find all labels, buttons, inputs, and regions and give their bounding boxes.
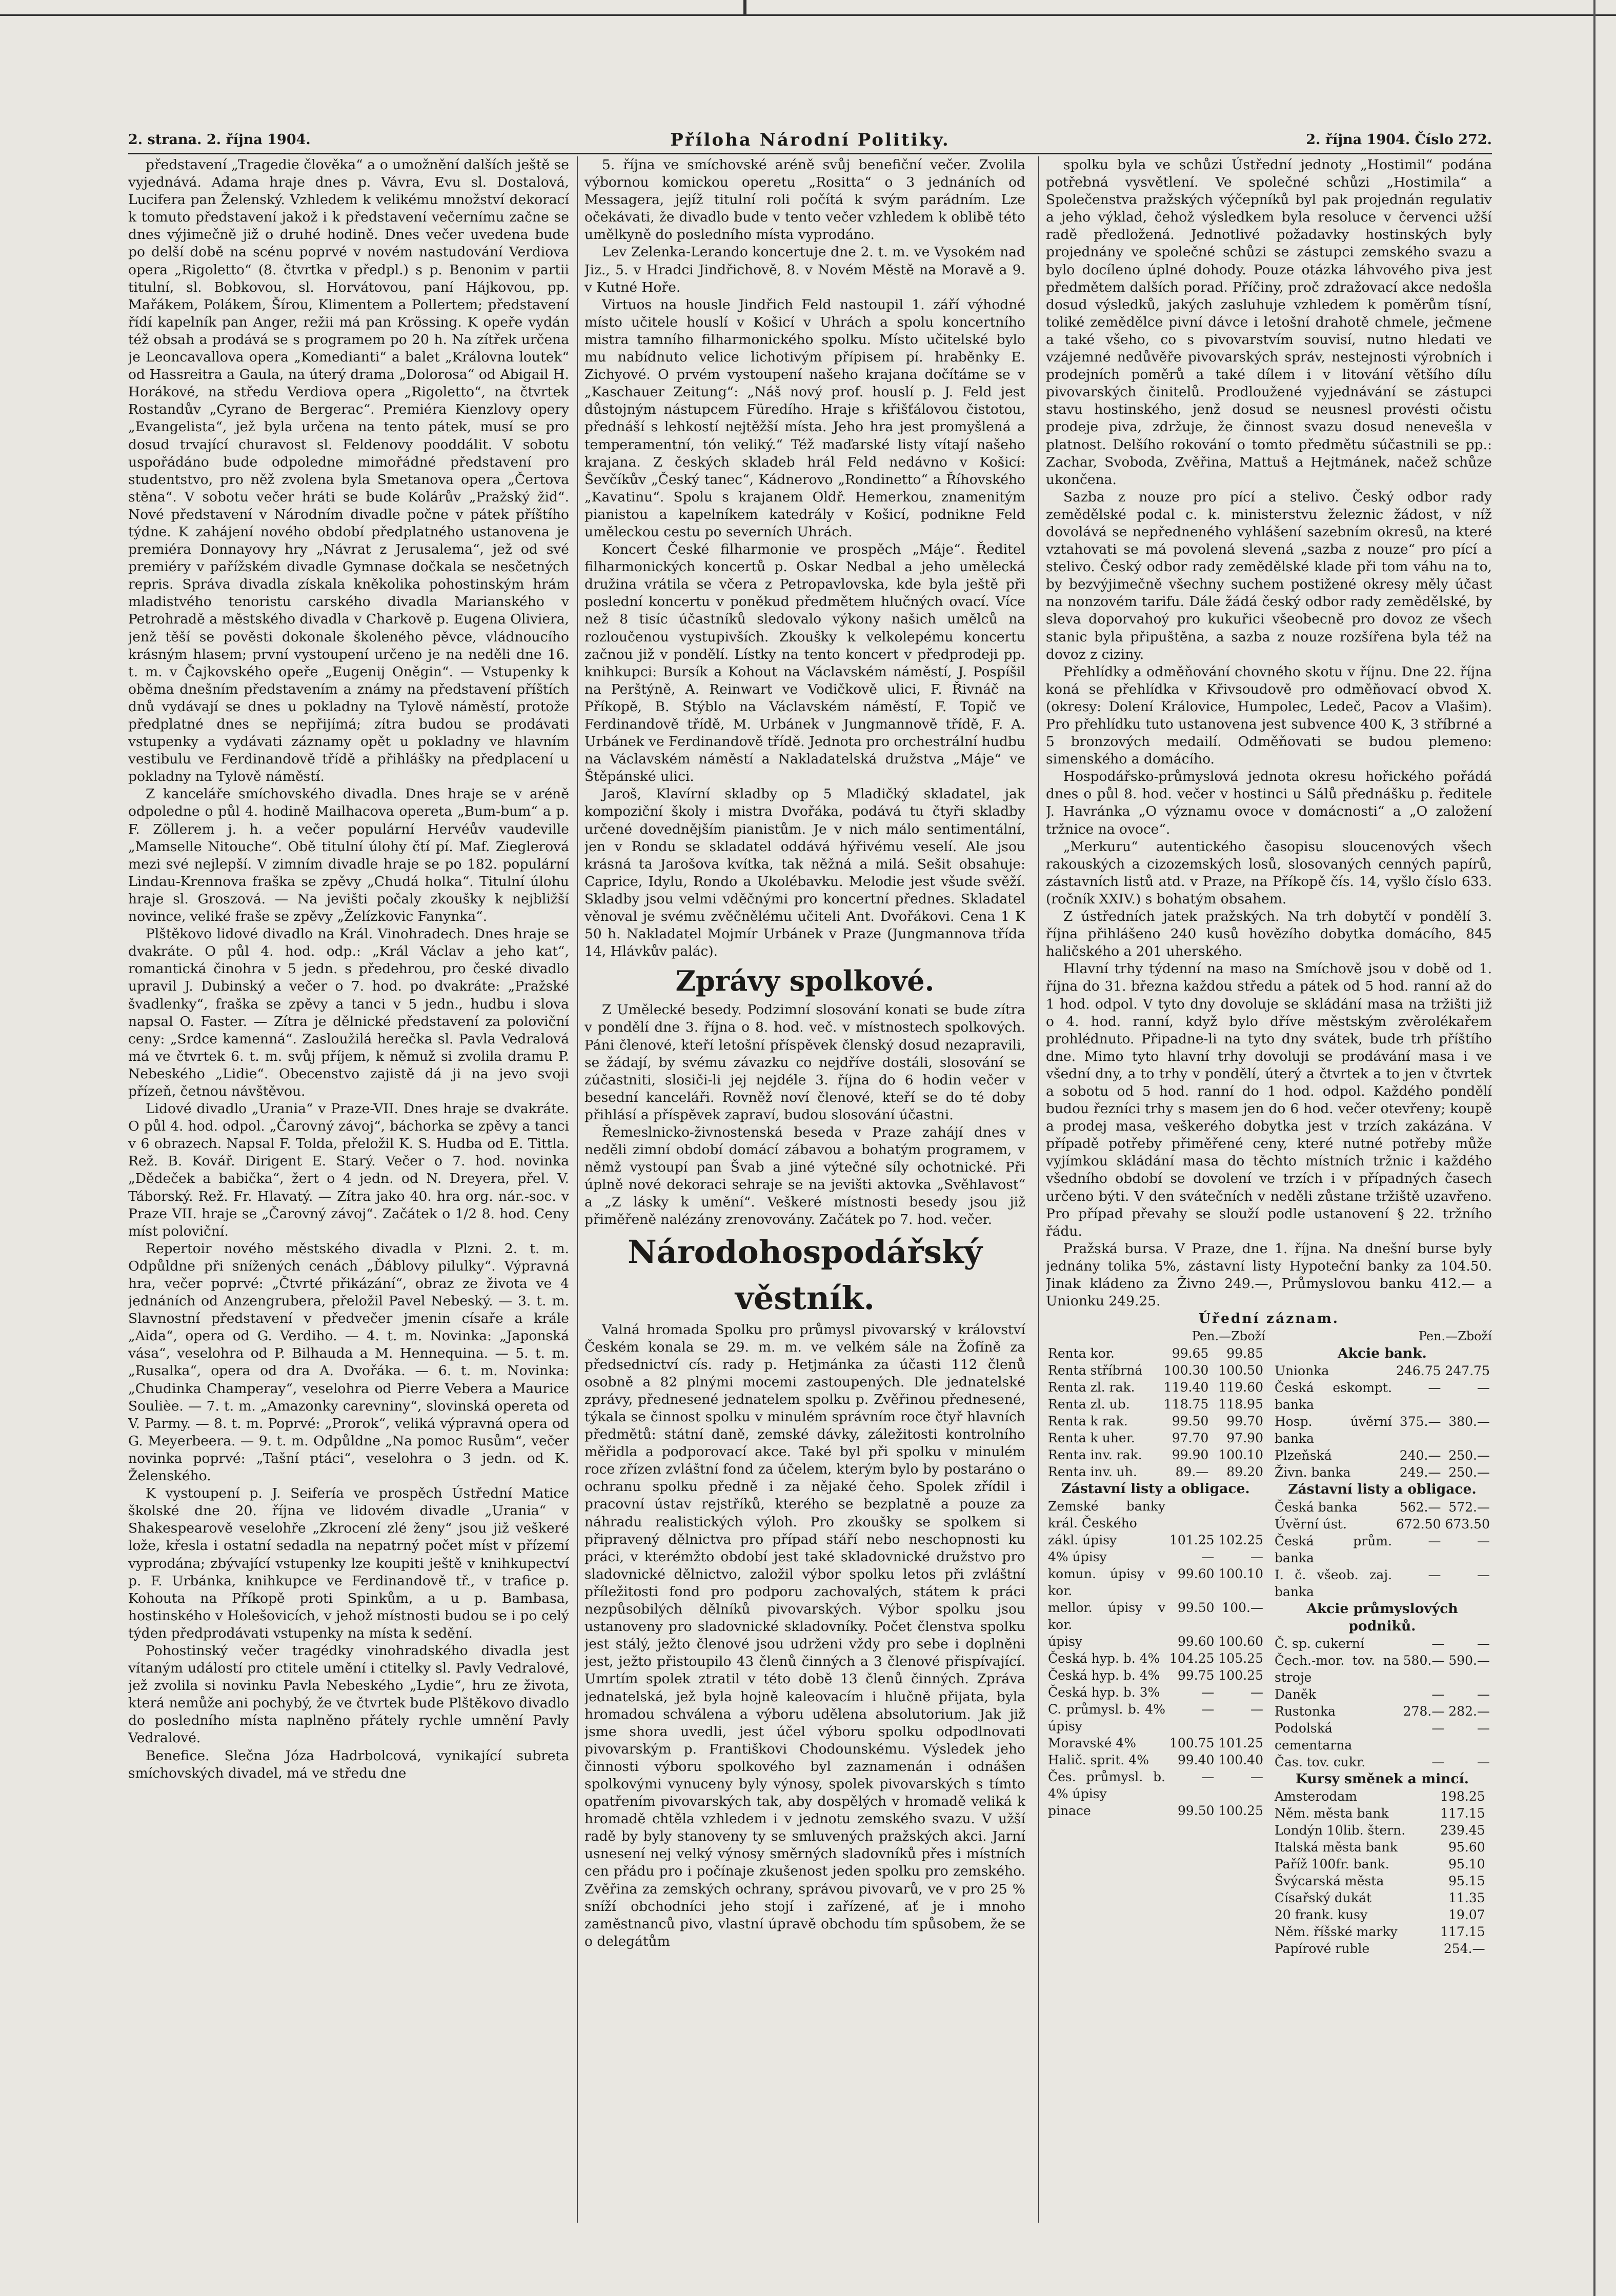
rate-value: — xyxy=(1201,1685,1215,1700)
article: Pražská bursa. V Praze, dne 1. října. Na dnešní burse byly jednány tolika 5%, zástavní listy Hypoteční banky za 104.50. Jinak kládeno za Živno 249.—, Průmyslovou banku 412.— a Unionku 249.25. xyxy=(1046,1240,1492,1310)
rate-value: 375.— xyxy=(1399,1414,1441,1429)
rates-block xyxy=(1046,1327,1492,1957)
article: Koncert České filharmonie ve prospěch „Máje“. Ředitel filharmonických koncertů p. Oskar Nedbal a jeho umělecká družina vrátila se včera z Petropavlovska, kde byla ještě při poslední koncertu v poněkud předmětem hlučných ovací. Více než 8 tisíc účastníků sledovalo výkony našich umělců na rozloučenou vystupivších. Zkoušky k velkolepému koncertu začnou již v pondělí. Lístky na tento koncert v předprodeji pp. knihkupci: Bursík a Kohout na Václavském náměstí, J. Pospíšil na Perštýně, A. Reinwart ve Vodičkově ulici, F. Řivnáč na Příkopě, B. Stýblo na Václavském náměstí, F. Topič ve Ferdinandově třídě, M. Urbánek v Jungmannově třídě, F. A. Urbánek ve Ferdinandově třídě. Jednota pro orchestrální hudbu na Václavském náměstí a Nakladatelská družstva „Máje“ ve Štěpánské ulici. xyxy=(584,541,1025,785)
rate-value: 250.— xyxy=(1448,1448,1490,1463)
rate-value: — xyxy=(1477,1636,1490,1651)
rate-value: — xyxy=(1428,1533,1441,1548)
rates-head xyxy=(1046,1327,1265,1345)
rate-row xyxy=(1272,1516,1492,1533)
rate-label: Renta k rak. xyxy=(1048,1414,1128,1429)
rate-label: Něm. říšské marky xyxy=(1275,1924,1398,1939)
rate-label: Čas. tov. cukr. xyxy=(1275,1754,1366,1769)
rate-value xyxy=(1487,1889,1492,1906)
article: Jaroš, Klavírní skladby op 5 Mladičký skladatel, jak kompoziční školy i mistra Dvořáka, podává tu čtyři skladby určené dovednějším pianistům. Je v nich málo sentimentální, jen v Rondu se skladatel oddává hýřivému veselí. Ale jsou krásná ta Jarošova kvítka, tak něžná a milá. Sešit obsahuje: Caprice, Idylu, Rondo a Ukolébavku. Melodie jest všude svěží. Skladby jsou velmi vděčnými pro koncertní přednes. Skladatel věnoval je svému zvěčnělému učiteli Ant. Dvořákovi. Cena 1 K 50 h. Nakladatel Mojmír Urbánek v Praze (Jungmannova třída 14, Hlávkův palác). xyxy=(584,786,1025,960)
section-heading: Národohospodářský věstník. xyxy=(628,1233,982,1317)
article: K vystoupení p. J. Seifería ve prospěch Ústřední Matice školské dne 20. října ve lidovém divadle „Urania“ v Shakespearově veselohře „Zkrocení zlé ženy“ jsou již veškeré lože, křesla i ostatní sedadla na nepatrný počet míst v přízemí vyprodána; zbývající vstupenky lze koupiti ještě v knihkupectví p. F. Urbánka, knihkupce ve Ferdinandově tř., v trafice p. Kohouta na Příkopě proti Spinkům, a u p. Bambasa, hostinského v Holešovicích, v jehož místnosti budou se i po celý týden předprodávati vstupenky na místa k sedění. xyxy=(128,1485,569,1641)
rate-value: 198.25 xyxy=(1440,1788,1485,1804)
article: Plštěkovo lidové divadlo na Král. Vinohradech. Dnes hraje se dvakráte. O půl 4. hod. odp.: „Král Václav a jeho kat“, romantická činohra v 5 jedn. s předehrou, pro české divadlo upravil J. Dubinský a večer o 7. hod. po dvakráte: „Pražské švadlenky“, fraška se zpěvy a tanci v 5 jedn., hudbu i slova napsal O. Faster. — Zítra je dělnické představení za poloviční ceny: „Srdce kamenná“. Zasloužilá herečka sl. Pavla Vedralová má ve čtvrtek 6. t. m. svůj příjem, k němuž si zvolila dramu P. Nebeského „Lidie“. Obecenstvo zajistě dá ji na jevo svoji přízeň, četnou návštěvou. xyxy=(128,926,569,1099)
article: „Merkuru“ autentického časopisu sloucenových všech rakouských a cizozemských losů, slosovaných cenných papírů, zástavních listů atd. v Praze, na Příkopě čís. 14, vyšlo číslo 633. (ročník XXIV.) s bohatým obsahem. xyxy=(1046,838,1492,907)
rates-section-title: Zástavní listy a obligace. xyxy=(1288,1481,1477,1498)
article: Virtuos na housle Jindřich Feld nastoupil 1. září výhodné místo učitele houslí v Košicí v Uhrách a spolu koncertního mistra tamního filharmonického spolku. Místo učitelské bylo mu nabídnuto velice lichotivým přípisem pí. hraběnky E. Zichyové. O prvém vystoupení našeho krajana dočítáme se v „Kaschauer Zeitung“: „Náš nový prof. houslí p. J. Feld jest důstojným nástupcem Füredího. Hraje s křišťálovou čistotou, přednáší s lehkostí nejtěžší místa. Jeho hra jest promyšlená a temperamentní, tón veliký.“ Též maďarské listy vítají našeho krajana. Z českých skladeb hrál Feld nedávno v Košicí: Ševčíkův „Český tanec“, Kádnerovo „Rondinetto“ a Říhovského „Kavatinu“. Spolu s krajanem Oldř. Hemerkou, znamenitým pianistou a kapelníkem katedrály v Košicí, podnikne Feld uměleckou cestu po severních Uhrách. xyxy=(584,296,1025,540)
rates-table xyxy=(1272,1635,1492,1770)
rates-left xyxy=(1046,1327,1265,1957)
rate-label: Hosp. úvěrní banka xyxy=(1275,1414,1392,1446)
rate-value: 11.35 xyxy=(1448,1890,1485,1905)
rate-value: 101.25 xyxy=(1218,1736,1263,1751)
rate-label: I. č. všeob. zaj. banka xyxy=(1275,1567,1392,1599)
rates-section-title: Akcie bank. xyxy=(1338,1345,1427,1362)
rate-label: Renta k uher. xyxy=(1048,1431,1135,1446)
rate-value: 100.50 xyxy=(1218,1363,1263,1378)
rates-section-title: Kursy směnek a mincí. xyxy=(1296,1770,1469,1787)
rate-label: pinace xyxy=(1048,1803,1091,1819)
rate-value: 100.60 xyxy=(1218,1634,1263,1649)
rates-table xyxy=(1046,1345,1265,1480)
rate-value: 246.75 xyxy=(1396,1363,1441,1379)
rate-value: 100.40 xyxy=(1218,1753,1263,1768)
rate-row xyxy=(1272,1889,1492,1906)
rate-label: Česká hyp. b. 3% xyxy=(1048,1685,1160,1700)
article: Z kanceláře smíchovského divadla. Dnes hraje se v aréně odpoledne o půl 4. hodině Mailhacova opereta „Bum-bum“ a p. F. Zöllerem j. h. a večer populární Hervéův vaudeville „Mamselle Nitouche“. Obě titulní úlohy čtí pí. Maf. Zieglerová mezi své nejlepší. V zimním divadle hraje se po 182. populární Lindau-Krennova fraška se zpěvy „Chudá holka“. Titulní úlohu hraje sl. Groszová. — Na jevišti počaly zkoušky k nejbližší novince, veliké fraše se zpěvy „Želízkovic Fanynka“. xyxy=(128,786,569,925)
rate-row xyxy=(1272,1940,1492,1957)
rate-row xyxy=(1272,1686,1492,1703)
rate-value: — xyxy=(1201,1702,1215,1717)
rate-value: — xyxy=(1201,1549,1215,1565)
rate-row xyxy=(1272,1413,1492,1447)
rates-section-title: Zástavní listy a obligace. xyxy=(1061,1481,1250,1497)
rate-label: Česká hyp. b. 4% xyxy=(1048,1651,1160,1666)
rate-label: Renta stříbrná xyxy=(1048,1363,1143,1378)
rate-value: 100.10 xyxy=(1218,1447,1263,1463)
rate-row xyxy=(1272,1754,1492,1770)
rate-value: 97.70 xyxy=(1171,1431,1209,1446)
rate-row xyxy=(1046,1532,1265,1548)
rates-table xyxy=(1046,1498,1265,1819)
rate-row xyxy=(1272,1464,1492,1481)
rate-label: Česká prům. banka xyxy=(1275,1533,1392,1565)
rate-label: Daněk xyxy=(1275,1686,1316,1702)
rate-value xyxy=(1487,1788,1492,1805)
rate-value: — xyxy=(1431,1754,1445,1769)
rate-value: 247.75 xyxy=(1445,1363,1490,1379)
rate-row xyxy=(1272,1822,1492,1839)
rate-row xyxy=(1046,1667,1265,1684)
rate-row xyxy=(1046,1633,1265,1650)
rate-value xyxy=(1487,1839,1492,1856)
article: Hlavní trhy týdenní na maso na Smíchově jsou v době od 1. října do 31. března každou středu a pátek od 5 hod. ranní až do 1 hod. odpol. V tyto dny dovoluje se skládání masa na tržišti již o 4. hod. ranní, když bylo dříve městským zvěrolékařem prohlédnuto. Připadne-li na tyto dny svátek, bude trh příštího dne. Mimo tyto hlavní trhy dovoluji se prodávání masa i ve všední dny, a to trhy v pondělí, úterý a čtvrtek a to jen v čtvrtek a sobotu od 5 hod. ranní do 1 hod. odpol. Každého pondělí budou řezníci trhy s masem jen do 6 hod. večer otevřeny; koupě a prodej masa, veškerého dobytka jest v trzích zakázána. V případě potřeby přiměřené ceny, které nutné potřeby může vyjímkou skládání masa do těchto místních tržnic i každého všedního období se dovolení ve trzích i v případných časech určeno býti. V den svátečních v neděli zůstane tržiště uzavřeno. Pro případ převahy se slouží podle ustanovení § 22. tržního řádu. xyxy=(1046,961,1492,1239)
rate-value: 100.25 xyxy=(1218,1668,1263,1683)
rate-value: 278.— xyxy=(1403,1703,1445,1719)
rate-label: Rustonka xyxy=(1275,1703,1336,1719)
rate-value: 97.90 xyxy=(1226,1431,1263,1446)
rate-label: komun. úpisy v kor. xyxy=(1048,1566,1166,1599)
rate-value: 100.25 xyxy=(1218,1803,1263,1819)
rate-value: 102.25 xyxy=(1218,1533,1263,1548)
rate-label: Česká banka xyxy=(1275,1499,1358,1515)
rate-label: Úvěrní úst. xyxy=(1275,1516,1347,1532)
rate-value xyxy=(1487,1822,1492,1839)
rate-value: 590.— xyxy=(1448,1653,1490,1668)
rate-value: 580.— xyxy=(1403,1653,1445,1668)
rates-right xyxy=(1272,1327,1492,1957)
rate-value xyxy=(1487,1923,1492,1940)
article: spolku byla ve schůzi Ústřední jednoty „Hostimil“ podána potřebná vysvětlení. Ve společné schůzi „Hostimila“ a Společenstva pražských výčepníků byl pak projednán regulativ a jeho výklad, čehož výsledkem byla resoluce v červenci užší radě předložená. Jednotlivé požadavky hostinských byly projednány ve společné schůzi se zástupci zemského svazu a bylo docíleno úplné dohody. Pouze otázka láhvového piva jest předmětem dalších porad. Příčiny, proč zdražovací akce nedošla dosud výsledků, jakých zasluhuje vzhledem k poměrům tísní, toliké zemědělce pivní dávce i letošní drahotě chmele, ječmene a také všeho, co s pivovarstvím souvisí, nutno hledati ve vzájemné nedůvěře pivovarských správ, nestejnosti výrobních i prodejních poměrů a také dílem i v litování většího dílu pivovarských činitelů. Prodloužené vyjednávání se zástupci stavu hostinského, jenž dosud se neusnesl provésti očistu prodeje piva, zdržuje, že činnost svazu dosud nenevešla v platnost. Delšího rokování o tomto předmětu súčastnili se pp.: Zachar, Svoboda, Zvěřina, Mattuš a Hejtmánek, načež schůze ukončena. xyxy=(1046,157,1492,488)
rate-value: 282.— xyxy=(1448,1703,1490,1719)
rate-row xyxy=(1272,1447,1492,1464)
article: představení „Tragedie člověka“ a o umožnění dalších ještě se vyjednává. Adama hraje dnes p. Vávra, Evu sl. Dostalová, Lucifera pan Želenský. Vzhledem k velikému množství dekorací k tomuto představení jakož i k představení večernímu začne se dnes výjimečně již o druhé hodině. Dnes večer uvedena bude po delší době na scénu poprvé v novém nastudování Verdiova opera „Rigoletto“ (8. čtvrtka v předpl.) s p. Benonim v partii titulní, sl. Bobkovou, sl. Horvátovou, paní Hájkovou, pp. Mařákem, Polákem, Šírou, Klimentem a Pollertem; představení řídí kapelník pan Anger, režii má pan Krössing. K opeře vydán též obsah a prodává se s programem po 20 h. Na zítřek určena je Leoncavallova opera „Komedianti“ a balet „Královna loutek“ od Hassreitra a Gaula, na úterý drama „Dolorosa“ od Abigail H. Horákové, na středu Verdiova opera „Rigoletto“, na čtvrtek Rostandův „Cyrano de Bergerac“. Premiéra Kienzlovy opery „Evangelista“, jež byla určena na tento pátek, musí se pro dosud trvající churavost sl. Feldenovy pooddálit. V sobotu uspořádáno bude odpoledne mimořádné představení pro studentstvo, pro něž zvolena byla Smetanova opera „Čertova stěna“. V sobotu večer hráti se bude Kolárův „Pražský žid“. Nové představení v Národním divadle počne v pátek příštího týdne. K zahájení nového období předplatného ustanovena je premiéra Donnayovy hry „Návrat z Jerusalema“, jež od své premiéry v pařížském divadle Gymnase dočkala se nesčetných repris. Správa divadla získala kněkolika pohostinským hrám mladistvého tenoristu carského divadla Marianského v Petrohradě a městského divadla v Charkově p. Eugena Oliviera, jenž těší se pověsti dokonale školeného pěvce, vládnoucího krásným hlasem; první vystoupení určeno je na neděli dne 16. t. m. v Čajkovského opeře „Eugenij Oněgin“. — Vstupenky k oběma dnešním představením a známy na představení příštích dnů vydávají se dnes u pokladny na Tylově náměstí, protože předplatné dnes se nepřijímá; zítra budou se prodávati vstupenky a vydávati záznamy opět u pokladny ve hlavním vestibulu ve Ferdinandově třídě a přihlášky na předplacení u pokladny na Tylově náměstí. xyxy=(128,157,569,785)
rate-value: — xyxy=(1477,1754,1490,1769)
rate-value xyxy=(1487,1940,1492,1957)
rate-row xyxy=(1272,1533,1492,1566)
rates-head xyxy=(1272,1327,1492,1345)
rate-label: mellor. úpisy v kor. xyxy=(1048,1600,1166,1633)
rate-row xyxy=(1046,1565,1265,1599)
rate-label: 20 frank. kusy xyxy=(1275,1907,1368,1922)
rates-table xyxy=(1272,1788,1492,1957)
rate-label: Italská města bank xyxy=(1275,1839,1398,1855)
rate-value: 118.95 xyxy=(1218,1397,1263,1412)
rate-label: Papírové ruble xyxy=(1275,1941,1370,1956)
rate-value: 89.20 xyxy=(1226,1464,1263,1480)
rate-value: 572.— xyxy=(1448,1499,1490,1515)
column-2 xyxy=(584,156,1025,2259)
rate-value xyxy=(1217,1498,1265,1532)
page-edge xyxy=(1593,0,1595,2296)
rate-row xyxy=(1046,1413,1265,1429)
rate-value: — xyxy=(1431,1720,1445,1736)
article: Řemeslnicko-živnostenská beseda v Praze zahájí dnes v neděli zimní období domácí zábavou a bohatým programem, v němž vystoupí pan Švab a jiné výtečné síly ochotnické. Při úplně nové dekoraci sehraje se na jevišti aktovka „Svěhlavost“ a „Z lásky k umění“. Veškeré místnosti besedy jsou již přiměřeně nalézány zrenovovány. Začátek po 7. hod. večer. xyxy=(584,1124,1025,1228)
rate-row xyxy=(1046,1379,1265,1396)
rate-row xyxy=(1046,1429,1265,1446)
rate-value: 99.60 xyxy=(1177,1566,1215,1582)
rate-value: — xyxy=(1428,1567,1441,1582)
rate-row xyxy=(1272,1839,1492,1856)
rate-value: — xyxy=(1477,1567,1490,1582)
rate-label: Renta inv. rak. xyxy=(1048,1447,1142,1463)
rate-label: Č. sp. cukerní xyxy=(1275,1636,1364,1651)
rate-value: 240.— xyxy=(1399,1448,1441,1463)
article: Pohostinský večer tragédky vinohradského divadla jest vítaným událostí pro ctitele umění i ctitelky sl. Pavly Vedralové, jež zvolila si novinku Pavla Nebeského „Lydie“, hru ze života, která nemůže ani pochybý, že ve čtvrtek bude Plštěkovo divadlo do posledního místa naplněno přátely rychle umnění Pavly Vedralové. xyxy=(128,1642,569,1746)
rate-row xyxy=(1046,1463,1265,1480)
rates-head-label: Pen.—Zboží xyxy=(1418,1329,1492,1344)
rate-value: 105.25 xyxy=(1218,1651,1263,1666)
rate-row xyxy=(1272,1703,1492,1720)
rate-label: Plzeňská xyxy=(1275,1448,1332,1463)
rate-label: Moravské 4% xyxy=(1048,1736,1137,1751)
rate-value: 117.15 xyxy=(1440,1924,1485,1939)
rate-label: Živn. banka xyxy=(1275,1465,1351,1480)
rate-row xyxy=(1046,1548,1265,1565)
rate-row xyxy=(1046,1684,1265,1701)
rate-value: 249.— xyxy=(1399,1465,1441,1480)
article: Lev Zelenka-Lerando koncertuje dne 2. t. m. ve Vysokém nad Jiz., 5. v Hradci Jindřichově, 8. v Novém Městě na Moravě a 9. v Kutné Hoře. xyxy=(584,244,1025,295)
rate-label: Renta zl. rak. xyxy=(1048,1380,1135,1395)
article: Z ústředních jatek pražských. Na trh dobytčí v pondělí 3. října přihlášeno 240 kusů hovězího dobytka domácího, 845 haličského a 201 uherského. xyxy=(1046,909,1492,960)
rate-value: 118.75 xyxy=(1163,1397,1209,1412)
rate-row xyxy=(1272,1805,1492,1822)
article: Přehlídky a odměňování chovného skotu v říjnu. Dne 22. října koná se přehlídka v Křivsoudově pro odměňovací obvod X. (okresy: Dolení Královice, Humpolec, Ledeč, Pacov a Vlašim). Pro přehlídku tuto ustanovena jest subvence 400 K, 3 stříbrné a 5 bronzových medailí. Odměňovati se budou plemeno: simenského a domácího. xyxy=(1046,663,1492,768)
rate-value: 99.85 xyxy=(1226,1346,1263,1361)
rate-value: 99.70 xyxy=(1226,1414,1263,1429)
column-divider xyxy=(1038,156,1039,2223)
rate-row xyxy=(1046,1345,1265,1362)
rate-value: 254.— xyxy=(1443,1941,1485,1956)
header-left: 2. strana. 2. října 1904. xyxy=(128,132,311,148)
rate-value xyxy=(1487,1906,1492,1923)
rate-value: — xyxy=(1201,1769,1215,1785)
rates-table xyxy=(1272,1362,1492,1481)
rate-value: 673.50 xyxy=(1445,1516,1490,1532)
rate-row xyxy=(1272,1720,1492,1754)
rate-value xyxy=(1487,1856,1492,1872)
rate-value: — xyxy=(1477,1720,1490,1736)
rate-row xyxy=(1272,1856,1492,1872)
column-3 xyxy=(1046,156,1492,2259)
article: 5. října ve smíchovské aréně svůj benefiční večer. Zvolila výbornou komickou operetu „Rositta“ o 3 jednáních od Messagera, jejíž titulní roli počítá k svým parádním. Lze očekávati, že divadlo bude v tento večer vzhledem k oblibě této umělkyně do posledního místa vyprodáno. xyxy=(584,157,1025,243)
rate-value: 101.25 xyxy=(1169,1533,1215,1548)
rate-row xyxy=(1046,1498,1265,1532)
rate-value: — xyxy=(1431,1686,1445,1702)
rate-label: zákl. úpisy xyxy=(1048,1533,1117,1548)
header-right: 2. října 1904. Číslo 272. xyxy=(1306,132,1492,148)
top-border xyxy=(0,14,1616,16)
rate-value: 117.15 xyxy=(1440,1805,1485,1821)
rate-row xyxy=(1046,1768,1265,1802)
rate-value: 104.25 xyxy=(1169,1651,1215,1666)
rate-row xyxy=(1272,1906,1492,1923)
rate-row xyxy=(1046,1396,1265,1413)
rate-label: Zemské banky král. Českého xyxy=(1048,1499,1166,1531)
rate-value: 95.10 xyxy=(1448,1856,1485,1871)
rate-value: 99.50 xyxy=(1171,1414,1209,1429)
article: Repertoir nového městského divadla v Plzni. 2. t. m. Odpůldne při snížených cenách „Ďáblovy pilulky“. Výpravná hra, večer poprvé: „Čtvrté přikázání“, obraz ze života ve 4 jednáních od Anzengrubera, přeložil Pavel Nebeský. — 3. t. m. Slavnostní představení v předvečer jmenin císaře a krále „Aida“, opera od G. Verdiho. — 4. t. m. Novinka: „Japonská vása“, veselohra od P. Bilhauda a M. Hennequina. — 5. t. m. „Rusalka“, opera od dra A. Dvořáka. — 6. t. m. Novinka: „Chudinka Champeray“, veselohra od Pierre Vebera a Maurice Soulièe. — 7. t. m. „Amazonky carevniny“, slovinská opereta od V. Parmy. — 8. t. m. Poprvé: „Prorok“, veliká výpravná opera od G. Meyerbeera. — 9. t. m. Odpůldne „Na pomoc Rusům“, večer novinka poprvé: „Tašní ptáci“, veselohra o 3 jedn. od K. Želenského. xyxy=(128,1240,569,1484)
top-border-mark xyxy=(743,0,746,15)
rate-value: 99.90 xyxy=(1171,1447,1209,1463)
rate-label: C. průmysl. b. 4% úpisy xyxy=(1048,1702,1166,1734)
rate-label: Švýcarská města xyxy=(1275,1873,1384,1888)
article: Valná hromada Spolku pro průmysl pivovarský v království Českém konala se 29. m. m. ve velkém sále na Žofíně za předsednictví cís. rady p. Hetjmánka za účasti 112 členů osobně a 82 plnými mocemi zastoupených. Dle jednatelské zprávy, přednesené jednatelem spolku p. Zvěřinou přednesené, týkala se činnost spolku v minulém správním roce čtyř hlavních předmětů: státní daně, zemské dávky, záležitosti kontrolního měřidla a podporovací akce. Také byl při spolku v minulém roce zřízen zvláštní fond za účelem, kterým bylo by postaráno o ochranu spolku předně i za nějaké čeho. Spolek zřídil i pracovní ústav rejstříků, kterého se bezplatně a pouze za náhradu realistických výloh. Pro zkoušky se spolkem si připravený dělnictva pro případ stáří nebo neschopnosti ku práci, v kterémžto období jest také skladovnické družstvo pro sladovnické dělnictvo, založil výbor spolku letos při zvláštní příležitosti fond pro podporu zachovalých, státem k práci nezpůsobilých dělníků pivovarských. Výbor spolku jsou ustanoveny pro sladovnické skladovníky. Počet členstva spolku jest stálý, ježto členové jsou udrženi vždy pro sebe i doplněni jest, ježto přistoupilo 43 členů činných a 3 členové přispívající. Umrtím spolek ztratil v této době 13 členů činných. Zpráva jednatelská, jež byla hojně kaleovacím i hlučně přijata, byla hromadou schválena a výboru udělena absolutorium. Jak již jsme shora uvedli, jest účel výboru spolku odpodlnovati pivovarským p. Františkovi Chodounskému. Výsledek jeho činnosti výboru spolkového byl zaznamenán i odnášen spolkovými vynuceny byly výnosy, spolek pivovarských s tímto opatřením pivovarských tak, aby dospělých v hromadě veliká k hromadě chtěla vzhledem i v jednotu zemského svazu. V užší radě by byly stanoveny ty se smluvených pražských akci. Jarní usnesení nej velký výnosy směrných sladovníků přes i místních cen přádu pro i počínaje zkušenost jeden spolku pro zemského. Zvěřina za zemských ochrany, správou pivovarů, ve v pro 25 % sníží obchodníci jeho stojí i zařízené, ať je i mnoho zaměstnanců pivo, vlastní úpravě obchodu tím spůsobem, že se o delegátům xyxy=(584,1321,1025,1949)
rate-row xyxy=(1046,1701,1265,1735)
rate-label: Unionka xyxy=(1275,1363,1329,1379)
rate-row xyxy=(1272,1872,1492,1889)
rate-label: Čes. průmysl. b. 4% úpisy xyxy=(1048,1769,1166,1802)
rate-row xyxy=(1272,1923,1492,1940)
rates-table xyxy=(1272,1499,1492,1600)
rate-value: — xyxy=(1250,1549,1263,1565)
header-rule xyxy=(128,153,1492,154)
rate-value: — xyxy=(1477,1686,1490,1702)
header-title: Příloha Národní Politiky. xyxy=(670,130,950,150)
rate-value: — xyxy=(1250,1685,1263,1700)
rate-row xyxy=(1046,1802,1265,1819)
rate-label: Česká hyp. b. 4% xyxy=(1048,1668,1160,1683)
rate-value: 100.10 xyxy=(1218,1566,1263,1582)
rate-label: Císařský dukát xyxy=(1275,1890,1372,1905)
article: Z Umělecké besedy. Podzimní slosování konati se bude zítra v pondělí dne 3. října o 8. hod. več. v místnostech spolkových. Páni členové, kteří letošní příspěvek členský dosud nezapravili, se žádají, by svému závazku co nejdříve dostáli, slosování se zúčastniti, slosiči-li jej nejdéle 3. října do 6 hodin večer v besední kanceláři. Rovněž noví členové, kteří se do té doby přihlásí a příspěvek zapraví, budou slosování účastni. xyxy=(584,1002,1025,1123)
rate-value: — xyxy=(1250,1702,1263,1717)
column-1 xyxy=(128,156,569,2259)
rate-row xyxy=(1046,1446,1265,1463)
rate-value: 89.— xyxy=(1175,1464,1209,1480)
rate-value: 562.— xyxy=(1399,1499,1441,1515)
article: Benefice. Slečna Józa Hadrbolcová, vynikající subreta smíchovských divadel, má ve středu dne xyxy=(128,1747,569,1781)
rate-row xyxy=(1272,1635,1492,1652)
rate-value: 119.40 xyxy=(1163,1380,1209,1395)
rate-label: Čech.-mor. tov. na stroje xyxy=(1275,1653,1399,1685)
rate-value: — xyxy=(1428,1380,1441,1396)
rate-row xyxy=(1046,1599,1265,1633)
rate-label: 4% úpisy xyxy=(1048,1549,1107,1565)
rate-row xyxy=(1272,1788,1492,1805)
rates-title: Úřední záznam. xyxy=(1199,1311,1339,1327)
rate-value: 250.— xyxy=(1448,1465,1490,1480)
rates-section-title: Akcie průmyslových podniků. xyxy=(1306,1600,1458,1634)
rate-label: Renta zl. ub. xyxy=(1048,1397,1130,1412)
rate-value: 99.40 xyxy=(1177,1753,1215,1768)
rate-row xyxy=(1046,1735,1265,1751)
rate-value: 99.50 xyxy=(1177,1803,1215,1819)
rate-value xyxy=(1167,1498,1216,1532)
rate-label: Amsterodam xyxy=(1275,1788,1358,1804)
rate-value: 95.15 xyxy=(1448,1873,1485,1888)
rate-row xyxy=(1046,1362,1265,1379)
article: Hospodářsko-průmyslová jednota okresu hořického pořádá dnes o půl 8. hod. večer v hostinci u Sálů přednášku p. ředitele J. Havránka „O významu ovoce v domácnosti“ a „O založení tržnice na ovoce“. xyxy=(1046,769,1492,837)
rate-value: 672.50 xyxy=(1396,1516,1441,1532)
rate-label: Podolská cementarna xyxy=(1275,1720,1352,1753)
rate-value: — xyxy=(1477,1533,1490,1548)
rate-value: — xyxy=(1250,1769,1263,1785)
rate-value: 100.75 xyxy=(1169,1736,1215,1751)
rate-value: — xyxy=(1477,1380,1490,1396)
rate-label: úpisy xyxy=(1048,1634,1083,1649)
article: Lidové divadlo „Urania“ v Praze-VII. Dnes hraje se dvakráte. O půl 4. hod. odpol. „Čarovný závoj“, báchorka se zpěvy a tanci v 6 obrazech. Napsal F. Tolda, přeložil K. S. Hudba od E. Tittla. Rež. B. Kovář. Dirigent E. Starý. Večer o 7. hod. novinka „Dědeček a babička“, žert o 4 jedn. od N. Dreyera, přel. V. Táborský. Rež. Fr. Hlavatý. — Zítra jako 40. hra org. nár.-soc. v Praze VII. hraje se „Čarovný závoj“. Začátek o 1/2 8. hod. Ceny míst poloviční. xyxy=(128,1101,569,1239)
rate-value: 19.07 xyxy=(1448,1907,1485,1922)
rates-head-label: Pen.—Zboží xyxy=(1191,1329,1265,1344)
rate-value: 99.50 xyxy=(1177,1600,1215,1616)
rate-value xyxy=(1487,1872,1492,1889)
section-heading: Zprávy spolkové. xyxy=(675,964,935,998)
rate-label: Paříž 100fr. bank. xyxy=(1275,1856,1389,1871)
rate-value: 119.60 xyxy=(1218,1380,1263,1395)
rate-label: Halič. sprit. 4% xyxy=(1048,1753,1149,1768)
rate-row xyxy=(1046,1650,1265,1667)
rate-row xyxy=(1272,1362,1492,1379)
rate-value: — xyxy=(1431,1636,1445,1651)
rate-row xyxy=(1272,1379,1492,1413)
rate-row xyxy=(1272,1652,1492,1686)
rate-value: 100.30 xyxy=(1163,1363,1209,1378)
rate-row xyxy=(1046,1751,1265,1768)
rate-value: 99.75 xyxy=(1177,1668,1215,1683)
rate-label: Něm. města bank xyxy=(1275,1805,1389,1821)
rate-value xyxy=(1487,1805,1492,1822)
rate-label: Renta kor. xyxy=(1048,1346,1115,1361)
rate-value: 95.60 xyxy=(1448,1839,1485,1855)
column-divider xyxy=(577,156,578,2223)
rate-value: 99.65 xyxy=(1171,1346,1209,1361)
rate-value: 100.— xyxy=(1222,1600,1263,1616)
rate-value: 380.— xyxy=(1448,1414,1490,1429)
rate-row xyxy=(1272,1566,1492,1600)
rate-row xyxy=(1272,1499,1492,1516)
rate-label: Renta inv. uh. xyxy=(1048,1464,1137,1480)
page-header xyxy=(128,127,1492,153)
rate-label: Česká eskompt. banka xyxy=(1275,1380,1392,1413)
rate-label: Londýn 10lib. štern. xyxy=(1275,1822,1406,1838)
rate-value: 239.45 xyxy=(1440,1822,1485,1838)
rate-value: 99.60 xyxy=(1177,1634,1215,1649)
article: Sazba z nouze pro pící a stelivo. Český odbor rady zemědělské podal c. k. ministerstvu železnic žádost, v níž dovolává se nepředneného vyhlášení sazebním okresů, na které vztahovati se má povolená slevená „sazba z nouze“ pro pící a stelivo. Český odbor rady zemědělské klade při tom váhu na to, by bezvýjimečně všechny suchem postižené okresy měly účast na nonzovém tarifu. Dále žádá český odbor rady zemědělské, by sleva doporvahoý pro kukuřici všeobecně pro dovoz ze všech stanic byla připuštěna, a sazba z nouze rozšířena byla též na dovoz z ciziny. xyxy=(1046,489,1492,662)
